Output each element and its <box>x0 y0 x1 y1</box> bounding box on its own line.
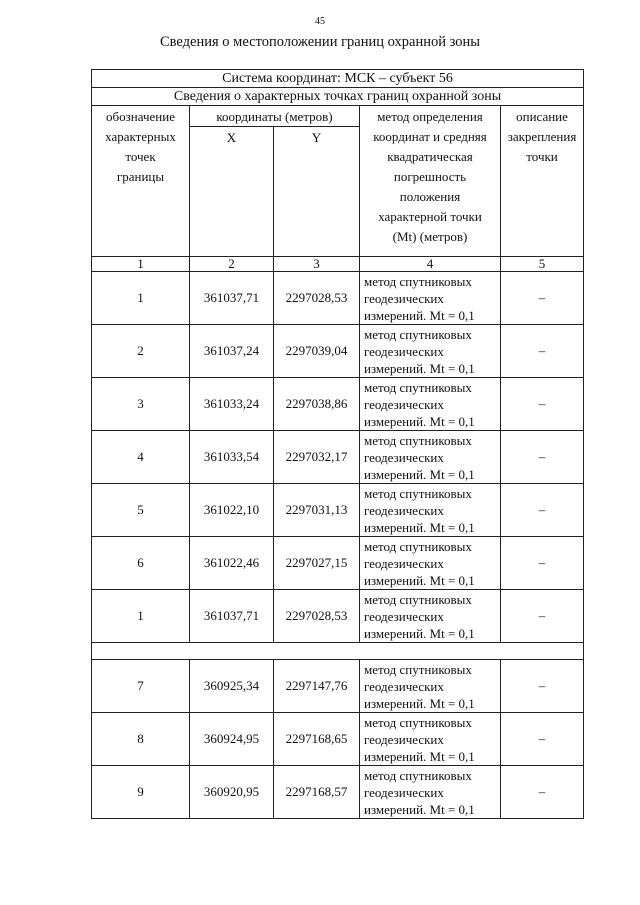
group-separator-row <box>92 643 584 660</box>
table-row <box>92 590 584 643</box>
point-number-cell: 6 <box>92 537 190 590</box>
method-cell <box>360 537 501 590</box>
method-line: геодезических <box>364 449 444 465</box>
column-number: 2 <box>190 257 274 272</box>
method-cell <box>360 660 501 713</box>
x-coordinate-cell: 361037,24 <box>190 325 274 378</box>
point-number-cell: 1 <box>92 590 190 643</box>
method-line: геодезических <box>364 396 444 412</box>
x-coordinate-cell: 361037,71 <box>190 590 274 643</box>
page-title: Сведения о местоположении границ охранной зоны <box>159 34 480 50</box>
boundary-points-table <box>91 69 584 819</box>
point-number-cell: 1 <box>92 272 190 325</box>
method-line: геодезических <box>364 290 444 306</box>
method-line: измерений. Mt = 0,1 <box>364 695 475 711</box>
method-line: измерений. Mt = 0,1 <box>364 466 475 482</box>
table-row <box>92 484 584 537</box>
y-coordinate-cell: 2297039,04 <box>274 325 360 378</box>
method-line: метод спутниковых <box>364 538 472 554</box>
method-line: измерений. Mt = 0,1 <box>364 801 475 817</box>
method-line: метод спутниковых <box>364 379 472 395</box>
x-coordinate-cell: 361033,54 <box>190 431 274 484</box>
method-cell <box>360 272 501 325</box>
method-line: метод спутниковых <box>364 767 472 783</box>
method-line: метод спутниковых <box>364 485 472 501</box>
y-coordinate-cell: 2297031,13 <box>274 484 360 537</box>
fixing-description-cell: – <box>501 325 584 378</box>
method-cell <box>360 713 501 766</box>
x-coordinate-cell: 360920,95 <box>190 766 274 819</box>
point-number-cell: 8 <box>92 713 190 766</box>
y-coordinate-cell: 2297168,65 <box>274 713 360 766</box>
header-x: X <box>190 127 274 257</box>
fixing-description-cell: – <box>501 272 584 325</box>
method-line: геодезических <box>364 784 444 800</box>
method-line: геодезических <box>364 555 444 571</box>
point-number-cell: 9 <box>92 766 190 819</box>
y-coordinate-cell: 2297028,53 <box>274 272 360 325</box>
method-line: метод спутниковых <box>364 326 472 342</box>
fixing-description-cell: – <box>501 378 584 431</box>
method-line: измерений. Mt = 0,1 <box>364 748 475 764</box>
method-line: метод спутниковых <box>364 661 472 677</box>
method-line: геодезических <box>364 731 444 747</box>
x-coordinate-cell: 361022,46 <box>190 537 274 590</box>
method-cell <box>360 325 501 378</box>
point-number-cell: 2 <box>92 325 190 378</box>
x-coordinate-cell: 361037,71 <box>190 272 274 325</box>
method-cell <box>360 378 501 431</box>
y-coordinate-cell: 2297168,57 <box>274 766 360 819</box>
table-row <box>92 766 584 819</box>
header-coordinates: координаты (метров) <box>190 106 360 127</box>
method-line: измерений. Mt = 0,1 <box>364 519 475 535</box>
column-number: 4 <box>360 257 501 272</box>
x-coordinate-cell: 360925,34 <box>190 660 274 713</box>
header-y: Y <box>274 127 360 257</box>
fixing-description-cell: – <box>501 537 584 590</box>
method-line: метод спутниковых <box>364 591 472 607</box>
section-caption: Сведения о характерных точках границ охранной зоны <box>92 88 584 106</box>
table-row <box>92 272 584 325</box>
method-line: метод спутниковых <box>364 432 472 448</box>
y-coordinate-cell: 2297038,86 <box>274 378 360 431</box>
method-line: измерений. Mt = 0,1 <box>364 307 475 323</box>
column-number: 1 <box>92 257 190 272</box>
point-number-cell: 4 <box>92 431 190 484</box>
y-coordinate-cell: 2297027,15 <box>274 537 360 590</box>
x-coordinate-cell: 361033,24 <box>190 378 274 431</box>
method-cell <box>360 590 501 643</box>
y-coordinate-cell: 2297032,17 <box>274 431 360 484</box>
coordinate-system-caption: Система координат: МСК – субъект 56 <box>92 70 584 88</box>
method-line: метод спутниковых <box>364 273 472 289</box>
method-cell <box>360 431 501 484</box>
table-row <box>92 325 584 378</box>
y-coordinate-cell: 2297147,76 <box>274 660 360 713</box>
x-coordinate-cell: 361022,10 <box>190 484 274 537</box>
group-separator-cell <box>92 643 584 660</box>
header-method: метод определения координат и средняя квадратическая погрешность положения характерной точки (Mt) (метров) <box>360 106 501 257</box>
x-coordinate-cell: 360924,95 <box>190 713 274 766</box>
page-number: 45 <box>315 16 325 27</box>
header-point-designation: обозначение характерных точек границы <box>92 106 190 257</box>
method-line: геодезических <box>364 502 444 518</box>
header-description: описание закрепления точки <box>501 106 584 257</box>
table-row <box>92 713 584 766</box>
method-cell <box>360 766 501 819</box>
method-line: геодезических <box>364 678 444 694</box>
fixing-description-cell: – <box>501 713 584 766</box>
point-number-cell: 7 <box>92 660 190 713</box>
fixing-description-cell: – <box>501 431 584 484</box>
point-number-cell: 5 <box>92 484 190 537</box>
fixing-description-cell: – <box>501 590 584 643</box>
column-number: 5 <box>501 257 584 272</box>
fixing-description-cell: – <box>501 766 584 819</box>
method-line: геодезических <box>364 343 444 359</box>
table-row <box>92 537 584 590</box>
method-line: измерений. Mt = 0,1 <box>364 572 475 588</box>
method-line: измерений. Mt = 0,1 <box>364 625 475 641</box>
method-line: метод спутниковых <box>364 714 472 730</box>
point-number-cell: 3 <box>92 378 190 431</box>
table-row <box>92 660 584 713</box>
method-line: измерений. Mt = 0,1 <box>364 360 475 376</box>
method-line: геодезических <box>364 608 444 624</box>
column-number: 3 <box>274 257 360 272</box>
table-row <box>92 378 584 431</box>
y-coordinate-cell: 2297028,53 <box>274 590 360 643</box>
table-row <box>92 431 584 484</box>
fixing-description-cell: – <box>501 484 584 537</box>
method-cell <box>360 484 501 537</box>
method-line: измерений. Mt = 0,1 <box>364 413 475 429</box>
fixing-description-cell: – <box>501 660 584 713</box>
